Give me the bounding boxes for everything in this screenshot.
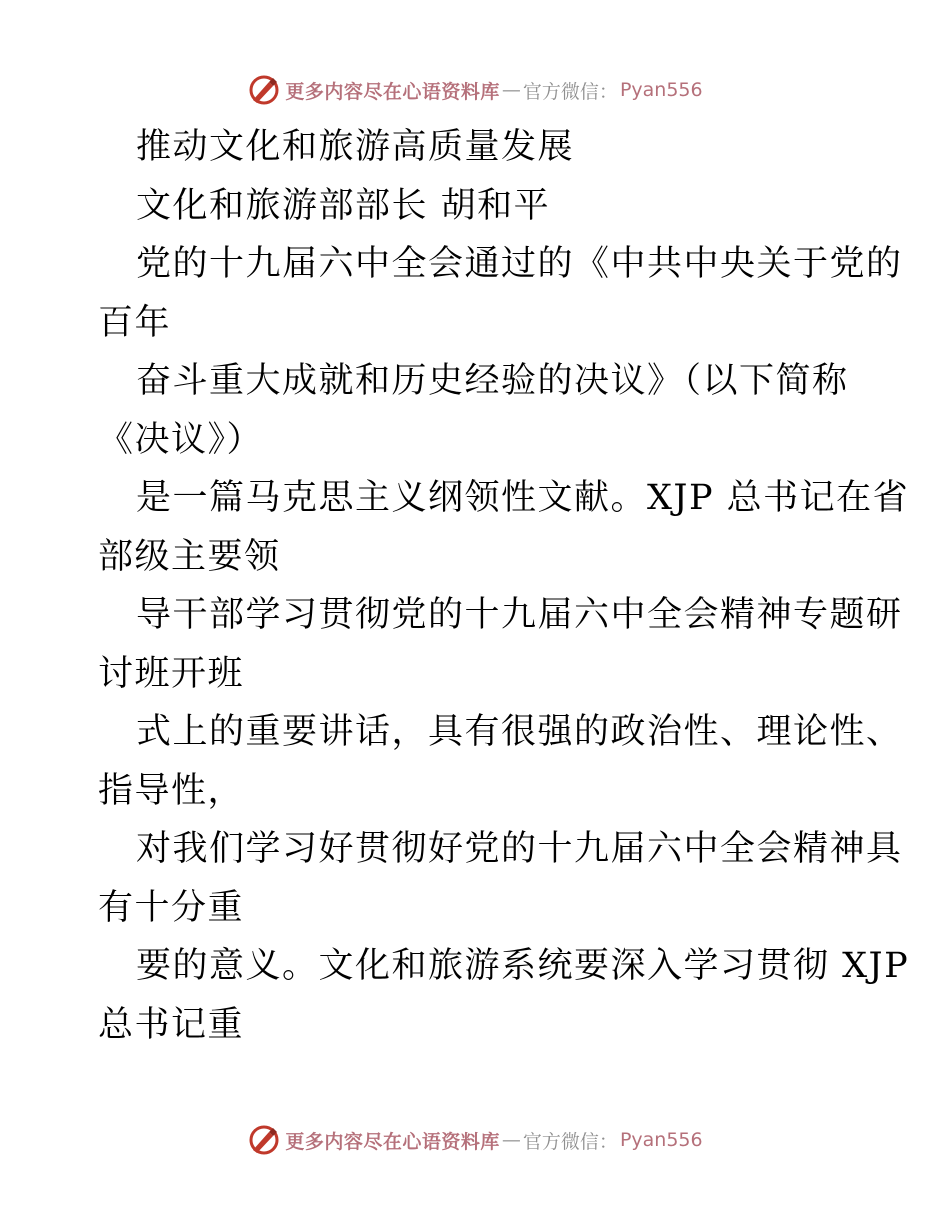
banner-separator: — xyxy=(501,79,521,101)
text-line: 《决议》） xyxy=(98,419,264,460)
banner-site-text: 更多内容尽在心语资料库 xyxy=(285,80,500,103)
text-line: 对我们学习好贯彻好党的十九届六中全会精神具 xyxy=(136,829,903,869)
banner-separator: — xyxy=(501,1129,521,1151)
text-line: 是一篇马克思主义纲领性文献。XJP 总书记在省 xyxy=(136,478,910,518)
text-line: 式上的重要讲话，具有很强的政治性、理论性、 xyxy=(136,712,903,752)
banner-wechat-label: 官方微信： xyxy=(522,80,618,103)
header-banner xyxy=(0,70,950,110)
text-line: 指导性， xyxy=(98,770,245,811)
pen-logo-icon xyxy=(247,73,281,107)
text-line: 有十分重 xyxy=(98,887,245,928)
banner-wechat-label: 官方微信： xyxy=(522,1130,618,1153)
pen-logo-icon xyxy=(247,1123,281,1157)
document-body xyxy=(98,118,910,1054)
footer-banner xyxy=(0,1120,950,1160)
text-line: 导干部学习贯彻党的十九届六中全会精神专题研 xyxy=(136,595,903,635)
text-line: 讨班开班 xyxy=(98,653,245,694)
text-line: 部级主要领 xyxy=(98,536,281,577)
text-line: 党的十九届六中全会通过的《中共中央关于党的 xyxy=(136,244,903,284)
banner-site-text: 更多内容尽在心语资料库 xyxy=(285,1130,500,1153)
text-line: 百年 xyxy=(98,302,172,343)
document-author: 文化和旅游部部长 胡和平 xyxy=(136,185,551,226)
text-line: 奋斗重大成就和历史经验的决议》（以下简称 xyxy=(136,361,849,401)
text-line: 要的意义。文化和旅游系统要深入学习贯彻 XJP xyxy=(136,946,910,986)
banner-wechat-id: Pyan556 xyxy=(619,1129,703,1151)
banner-wechat-id: Pyan556 xyxy=(619,79,703,101)
document-title: 推动文化和旅游高质量发展 xyxy=(136,127,575,167)
text-line: 总书记重 xyxy=(98,1004,245,1045)
